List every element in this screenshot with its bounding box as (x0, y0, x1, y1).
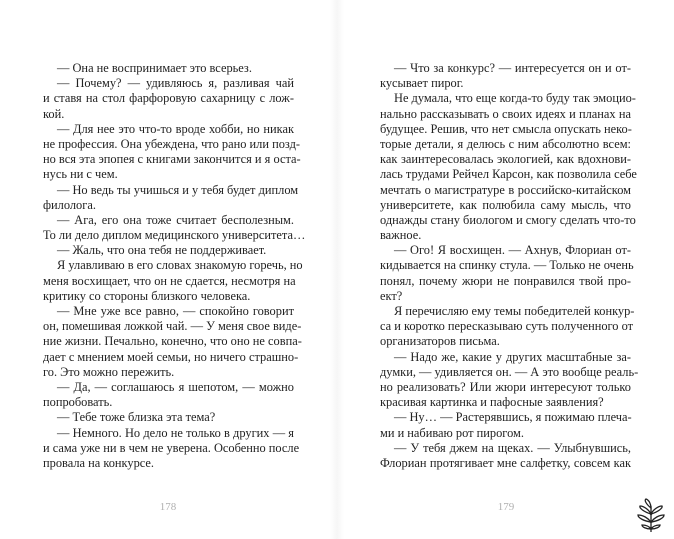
text-line: меня восхищает, что он не сдается, несмотря на (43, 273, 296, 288)
text-line-row (43, 91, 294, 106)
text-line-row (380, 274, 631, 289)
text-line-row (43, 182, 299, 198)
paragraph (43, 212, 306, 243)
text-line: и сама уже ни в чем не уверена. Особенно после (43, 440, 300, 455)
text-line-row (380, 137, 631, 152)
paragraph (43, 182, 299, 213)
text-line-row (380, 183, 631, 198)
text-line: — Жаль, что она тебя не поддерживает. (57, 243, 267, 258)
text-line: однажды стану биологом и смогу сделать что-то (380, 212, 636, 227)
text-line-row (380, 334, 631, 349)
text-line: но реализовать? Или жюри интересуют только (380, 379, 631, 394)
paragraph (43, 76, 294, 122)
text-line-row (380, 410, 631, 425)
text-line: кидывается на спинку стула. — Только не очень (380, 258, 634, 273)
paragraph (380, 304, 635, 350)
text-line: лась трудами Рейчел Карсон, как позволила себе (380, 167, 637, 182)
text-line-row (43, 334, 302, 349)
text-line-row (380, 350, 631, 365)
text-line: важное. (380, 228, 422, 243)
text-line: Я улавливаю в его словах знакомую горечь, но (57, 258, 303, 273)
text-line: го. Это можно пережить. (43, 364, 175, 379)
text-line-row (380, 456, 631, 471)
text-line-row (43, 122, 294, 137)
text-line: но вся эта эпопея с книгами закончится и я оста- (43, 152, 301, 167)
paragraph (43, 61, 294, 76)
text-line: ект? (380, 288, 403, 303)
text-line-row (380, 91, 636, 106)
text-line-row (43, 136, 301, 152)
paragraph (43, 425, 300, 472)
text-line: ние жизни. Печально, конечно, что оно не совпа- (43, 334, 302, 349)
page-number-right: 179 (497, 501, 515, 513)
text-line-row (380, 304, 635, 319)
text-line-row (380, 243, 631, 258)
left-page-text (43, 61, 306, 471)
text-line: филолога. (43, 197, 96, 212)
text-line-row (43, 349, 299, 365)
text-line: мечтать о магистратуре в российско-китайском (380, 182, 631, 197)
text-line-row (43, 456, 294, 471)
paragraph (43, 243, 294, 258)
text-line: — Надо же, какие у других масштабные за- (394, 349, 631, 364)
text-line-row (43, 274, 294, 289)
paragraph (380, 91, 637, 243)
text-line-row (380, 61, 631, 76)
text-line: Я перечисляю ему темы победителей конкур- (394, 304, 635, 318)
book-gutter (330, 0, 344, 539)
text-line-row (380, 76, 631, 91)
text-line: — Для нее это что-то вроде хобби, но никак (57, 121, 294, 136)
paragraph (380, 243, 634, 304)
text-line: понял, почему жюри не понравился твой про- (380, 273, 631, 288)
text-line-row (43, 410, 294, 425)
text-line-row (43, 107, 294, 122)
text-line-row (380, 380, 631, 395)
paragraph (43, 121, 301, 183)
text-line: — Мне уже все равно, — спокойно говорит (57, 304, 294, 318)
text-line-row (43, 258, 303, 273)
text-line: Флориан протягивает мне салфетку, совсем как (380, 455, 631, 470)
paragraph (380, 441, 631, 471)
text-line-row (380, 426, 631, 441)
text-line-row (43, 380, 294, 395)
text-line: — Немного. Но дело не только в других — я (57, 425, 294, 440)
text-line: попробовать. (43, 395, 113, 410)
text-line: думки, — удивляется он. — А это вообще реаль- (380, 364, 639, 379)
text-line-row (43, 167, 294, 182)
text-line-row (380, 364, 639, 380)
text-line-row (43, 304, 294, 319)
text-line-row (43, 319, 302, 334)
text-line-row (43, 213, 294, 228)
text-line-row (43, 440, 300, 456)
text-line: будущее. Решив, что нет смысла опускать неко- (380, 121, 632, 136)
text-line-row (380, 198, 631, 213)
text-line-row (43, 289, 294, 304)
text-line: нально рассказывать о своих идеях и планах на (380, 106, 631, 121)
text-line: са и коротко пересказываю суть полученного от (380, 319, 634, 334)
text-line: он, помешивая ложкой чай. — У меня свое виде- (43, 319, 302, 334)
text-line: провала на конкурсе. (43, 455, 155, 470)
text-line: Не думала, что еще когда-то буду так эмоцио- (394, 91, 636, 106)
text-line-row (43, 228, 306, 243)
text-line: торые детали, я делюсь с ним абсолютно всем: (380, 136, 631, 151)
text-line-row (380, 107, 631, 122)
text-line-row (43, 152, 301, 167)
text-line: — Ого! Я восхищен. — Ахнув, Флориан от- (394, 243, 631, 258)
text-line: — Ну… — Растерявшись, я пожимаю плеча- (394, 410, 632, 425)
text-line-row (43, 61, 294, 76)
text-line: — Да, — соглашаюсь я шепотом, — можно (57, 379, 294, 394)
text-line-row (43, 426, 294, 441)
text-line: кусывает пирог. (380, 76, 464, 91)
text-line: — Тебе тоже близка эта тема? (57, 410, 216, 425)
text-line: нусь ни с чем. (43, 167, 118, 182)
text-line-row (380, 122, 631, 137)
paragraph (380, 349, 639, 411)
text-line: как заинтересовалась экологией, как вдохнови- (380, 152, 631, 167)
text-line-row (43, 395, 294, 410)
paragraph (43, 304, 302, 380)
text-line: университете, как полюбила саму мысль, что (380, 197, 631, 212)
text-line-row (380, 167, 637, 182)
text-line: — У тебя джем на щеках. — Улыбнувшись, (394, 440, 631, 455)
text-line: критику со стороны близкого человека. (43, 288, 251, 303)
text-line: организаторов письма. (380, 334, 500, 349)
leaf-sprig-icon (634, 498, 668, 534)
text-line-row (43, 243, 294, 258)
page-number-left: 178 (159, 501, 177, 513)
paragraph (380, 410, 631, 440)
text-line: — Что за конкурс? — интересуется он и от- (394, 61, 631, 75)
text-line-row (380, 289, 631, 304)
text-line: — Почему? — удивляюсь я, разливая чай (57, 76, 294, 91)
text-line-row (380, 152, 631, 167)
text-line: и ставя на стол фарфоровую сахарницу с лож- (43, 91, 294, 106)
text-line: ми и набиваю рот пирогом. (380, 425, 524, 440)
right-page-text (380, 61, 639, 471)
text-line-row (380, 212, 636, 228)
text-line-row (380, 228, 631, 243)
text-line: То ли дело диплом медицинского университета… (43, 228, 306, 243)
text-line: кой. (43, 106, 65, 121)
text-line: — Но ведь ты учишься и у тебя будет диплом (57, 182, 299, 197)
text-line: не профессия. Она убеждена, что рано или позд- (43, 136, 301, 151)
text-line-row (380, 395, 631, 410)
text-line-row (380, 258, 634, 273)
paragraph (43, 410, 294, 425)
text-line-row (43, 76, 294, 91)
paragraph (380, 61, 631, 91)
paragraph (43, 258, 303, 304)
text-line: — Ага, его она тоже считает бесполезным. (57, 212, 294, 227)
text-line: красивая картинка и пафосные заявления? (380, 395, 604, 410)
text-line-row (43, 198, 294, 213)
text-line: — Она не воспринимает это всерьез. (57, 61, 252, 75)
text-line: дает с мнением моей семьи, но ничего страшно- (43, 349, 299, 364)
paragraph (43, 380, 294, 410)
text-line-row (380, 319, 634, 334)
text-line-row (43, 365, 294, 380)
text-line-row (380, 441, 631, 456)
